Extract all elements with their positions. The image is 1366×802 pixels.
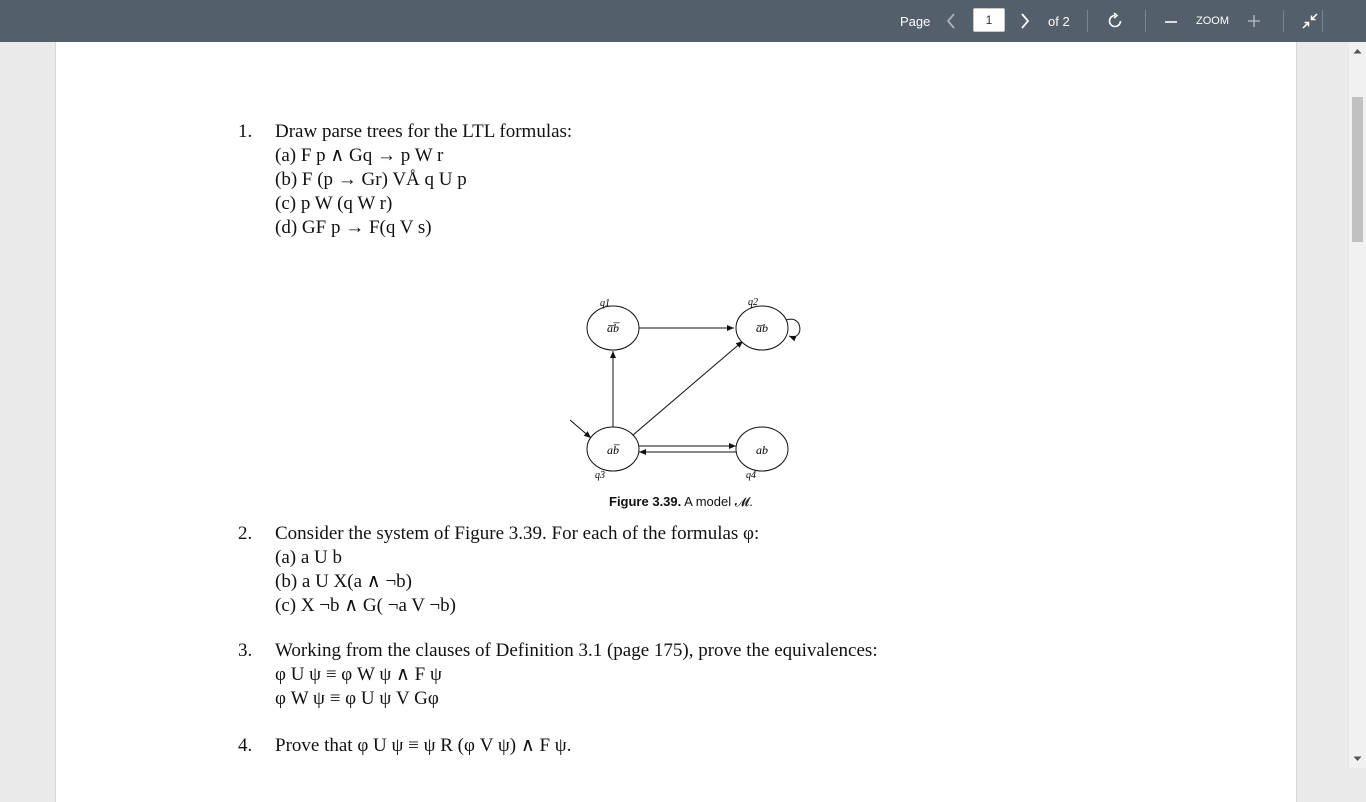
prev-page-button[interactable] [944, 0, 958, 42]
question-number: 4. [238, 735, 253, 756]
total-pages: of 2 [1048, 13, 1070, 29]
question-number: 3. [238, 640, 253, 661]
state-label-q4: ab [756, 443, 768, 457]
state-name-q2: q2 [748, 297, 758, 308]
question-part: (c) p W (q W r) [275, 193, 393, 214]
scrollbar-thumb[interactable] [1352, 97, 1363, 242]
vertical-scrollbar[interactable] [1349, 42, 1366, 768]
question-4 [238, 734, 252, 758]
equivalence-line: φ W ψ ≡ φ U ψ V Gφ [275, 688, 439, 709]
rotate-button[interactable] [1106, 0, 1124, 42]
scroll-up-icon[interactable] [1353, 48, 1362, 54]
zoom-in-icon [1246, 13, 1262, 29]
rotate-icon [1106, 12, 1124, 30]
state-label-q3: ab̅ [607, 443, 619, 457]
page-number-input[interactable]: 1 [973, 8, 1005, 32]
question-2-body [275, 522, 759, 618]
figure-caption [609, 494, 753, 510]
zoom-out-button[interactable] [1164, 0, 1178, 42]
question-text: Working from the clauses of Definition 3.1 (page 175), prove the equivalences: [275, 640, 878, 661]
question-text: Prove that φ U ψ ≡ ψ R (φ V ψ) ∧ F ψ. [275, 735, 572, 756]
state-label-q1: a̅b̅ [607, 321, 619, 335]
scroll-down-icon[interactable] [1353, 756, 1362, 762]
toolbar-divider [1087, 10, 1088, 32]
question-1-body [275, 120, 572, 240]
question-4-body [275, 734, 571, 758]
page-label: Page [900, 13, 931, 29]
question-3 [238, 639, 252, 663]
state-label-q2: a̅b [756, 321, 768, 335]
question-text: Draw parse trees for the LTL formulas: [275, 121, 573, 142]
state-name-q3: q3 [595, 470, 605, 481]
pdf-toolbar [0, 0, 1366, 42]
toolbar-divider [1283, 10, 1284, 32]
figure-caption-number: Figure 3.39. [609, 494, 682, 509]
toolbar-divider [1145, 10, 1146, 32]
kripke-model-figure [560, 290, 820, 490]
zoom-out-icon [1164, 14, 1178, 28]
chevron-right-icon [1018, 12, 1032, 30]
toolbar-divider [1322, 10, 1323, 32]
question-part: (a) F p ∧ Gq → p W r [275, 145, 444, 166]
question-text: Consider the system of Figure 3.39. For each of the formulas φ: [275, 523, 760, 544]
state-name-q4: q4 [746, 470, 756, 481]
question-part: (b) F (p → Gr) VÅ q U p [275, 169, 467, 190]
zoom-label: ZOOM [1196, 15, 1229, 27]
question-part: (d) GF p → F(q V s) [275, 217, 432, 238]
next-page-button[interactable] [1018, 0, 1032, 42]
chevron-left-icon [944, 12, 958, 30]
state-name-q1: q1 [600, 298, 610, 309]
question-part: (c) X ¬b ∧ G( ¬a V ¬b) [275, 595, 456, 616]
question-number: 1. [238, 121, 253, 142]
equivalence-line: φ U ψ ≡ φ W ψ ∧ F ψ [275, 664, 442, 685]
question-2 [238, 522, 252, 546]
question-part: (a) a U b [275, 547, 342, 568]
edge-q3-q2 [633, 341, 743, 435]
question-3-body [275, 639, 878, 711]
figure-caption-text: A model 𝓜. [681, 494, 753, 509]
initial-arrow [570, 420, 591, 438]
zoom-in-button[interactable] [1246, 0, 1262, 42]
collapse-button[interactable] [1301, 0, 1319, 42]
collapse-icon [1301, 12, 1319, 30]
question-part: (b) a U X(a ∧ ¬b) [275, 571, 412, 592]
question-1 [238, 120, 252, 144]
question-number: 2. [238, 523, 253, 544]
